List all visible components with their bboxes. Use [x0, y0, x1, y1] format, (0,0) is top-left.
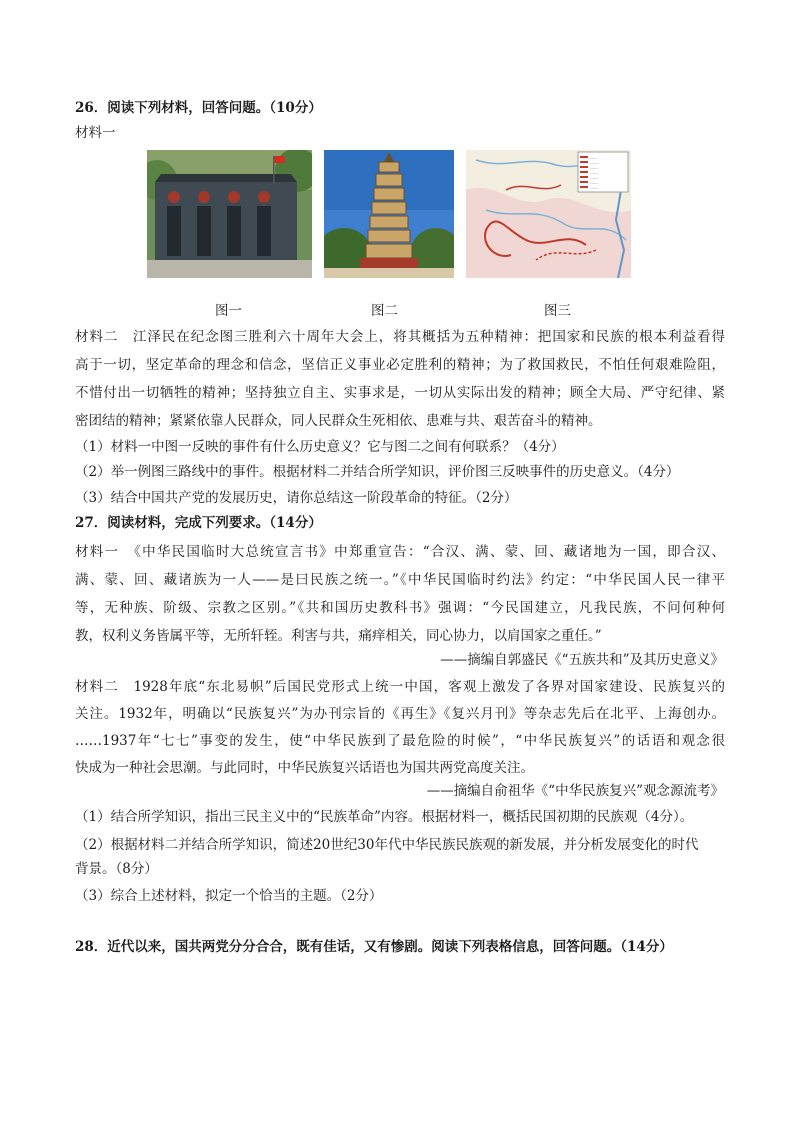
q27-material2-line: 关注。1932年，明确以“民族复兴”为办刊宗旨的《再生》《复兴月刊》等杂志先后在北平、上海创办。 — [75, 706, 725, 722]
map-legend-item: …… — [590, 185, 598, 190]
q27-material1-source: ——摘编自郭盛民《“五族共和”及其历史意义》 — [440, 652, 724, 668]
map-legend-item: …… — [590, 175, 598, 180]
q27-material1-line: 材料一 《中华民国临时大总统宣言书》中郑重宣告：“合汉、满、蒙、回、藏诸地为一国，即合汉、 — [75, 544, 725, 560]
q27-question-3: （3）综合上述材料，拟定一个恰当的主题。（2分） — [75, 888, 383, 904]
q27-material2-source: ——摘编自俞祖华《“中华民族复兴”观念源流考》 — [426, 783, 724, 799]
q26-material2-line: 材料二 江泽民在纪念图三胜利六十周年大会上，将其概括为五种精神：把国家和民族的根本利益看得 — [75, 329, 725, 345]
map-legend-item: …… — [590, 160, 598, 165]
q27-material2-line: 材料二 1928年底“东北易帜”后国民党形式上统一中国，客观上激发了各界对国家建设、民族复兴的 — [75, 679, 725, 695]
q26-question-2: （2）举一例图三路线中的事件。根据材料二并结合所学知识，评价图三反映事件的历史意义。（4分） — [75, 464, 680, 480]
map-legend-item: …… — [590, 155, 598, 160]
figure-3-caption: 图三 — [544, 303, 571, 319]
q27-title: 27．阅读材料，完成下列要求。（14分） — [75, 515, 322, 531]
q27-material1-line: 教，权利义务皆属平等，无所轩轾。利害与共，痛痒相关，同心协力，以肩国家之重任。” — [75, 628, 602, 644]
figure-1-memorial-hall-photo — [147, 150, 312, 278]
map-legend-item: …… — [590, 170, 598, 175]
figure-1-caption: 图一 — [215, 303, 242, 319]
figure-3-route-map — [466, 150, 631, 278]
q28-title: 28．近代以来，国共两党分分合合，既有佳话，又有惨剧。阅读下列表格信息，回答问题。（14分） — [75, 939, 673, 955]
q27-material1-line: 等，无种族、阶级、宗教之区别。”《共和国历史教科书》强调：“今民国建立，凡我民族，不问何种何 — [75, 600, 725, 616]
figure-2-caption: 图二 — [371, 303, 398, 319]
q26-title: 26．阅读下列材料，回答问题。（10分） — [75, 100, 322, 116]
q27-material1-line: 满、蒙、回、藏诸族为一人——是曰民族之统一。”《中华民国临时约法》约定：“中华民国人民一律平 — [75, 572, 725, 588]
map-legend-item: …… — [590, 165, 598, 170]
q26-material2-line: 密团结的精神；紧紧依靠人民群众，同人民群众生死相依、患难与共、艰苦奋斗的精神。 — [75, 413, 602, 429]
q26-question-1: （1）材料一中图一反映的事件有什么历史意义？它与图二之间有何联系？（4分） — [75, 439, 565, 455]
q26-question-3: （3）结合中国共产党的发展历史，请你总结这一阶段革命的特征。（2分） — [75, 490, 518, 506]
q27-question-2-cont: 背景。（8分） — [75, 861, 158, 877]
q26-material2-line: 不惜付出一切牺牲的精神；坚持独立自主、实事求是，一切从实际出发的精神；顾全大局、严守纪律、紧 — [75, 385, 725, 401]
q27-material2-line: 快成为一种社会思潮。与此同时，中华民族复兴话语也为国共两党高度关注。 — [75, 760, 534, 776]
q27-question-1: （1）结合所学知识，指出三民主义中的“民族革命”内容。根据材料一，概括民国初期的民族观（4分）。 — [75, 809, 694, 825]
q26-material2-line: 高于一切，坚定革命的理念和信念，坚信正义事业必定胜利的精神；为了救国救民，不怕任何艰难险阻， — [75, 357, 725, 373]
figure-2-memorial-tower-photo — [324, 150, 454, 278]
map-legend-item: …… — [590, 180, 598, 185]
q26-material1-label: 材料一 — [75, 125, 116, 141]
q27-question-2: （2）根据材料二并结合所学知识，简述20世纪30年代中华民族民族观的新发展，并分析发展变化的时代 — [75, 837, 699, 853]
q27-material2-line: ……1937年“七七”事变的发生，使“中华民族到了最危险的时候”，“中华民族复兴”的话语和观念很 — [75, 733, 725, 749]
